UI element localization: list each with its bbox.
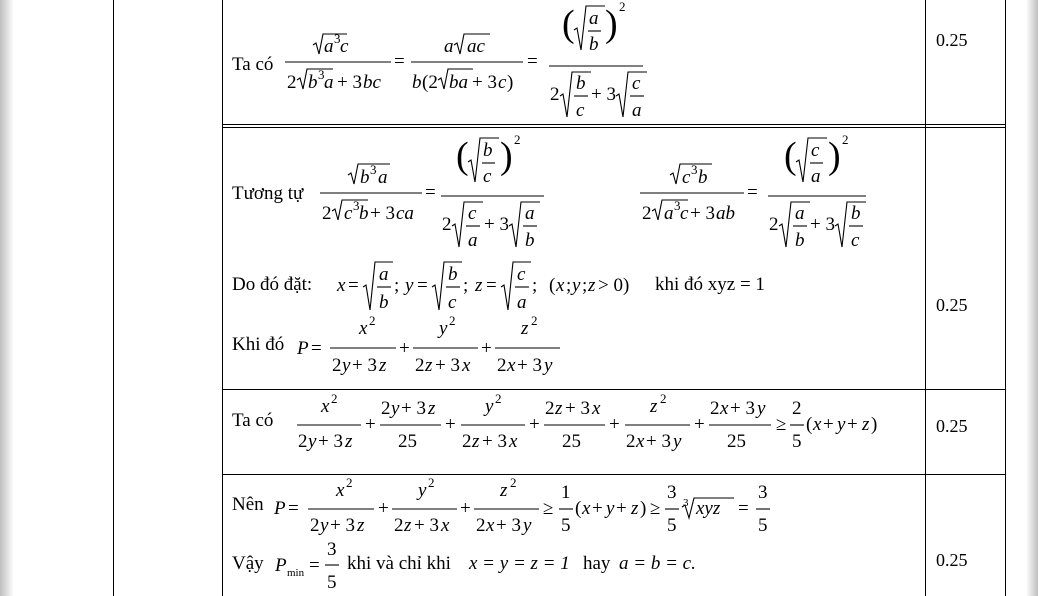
page-edge-left — [0, 0, 14, 596]
svg-text:z: z — [475, 275, 483, 296]
svg-text:;: ; — [566, 275, 572, 296]
svg-text:+ 3: + 3 — [690, 203, 715, 224]
svg-text:c: c — [468, 203, 477, 224]
svg-text:+ 3: + 3 — [482, 431, 507, 452]
svg-text:(: ( — [562, 3, 575, 45]
svg-text:=: = — [394, 51, 405, 72]
svg-text:y: y — [673, 431, 682, 452]
svg-text:+: + — [609, 414, 620, 435]
svg-text:2: 2 — [298, 431, 308, 452]
svg-text:c: c — [811, 140, 820, 161]
svg-text:b: b — [308, 72, 318, 93]
svg-text:+: + — [694, 414, 705, 435]
svg-text:+: + — [823, 414, 834, 435]
svg-text:): ) — [640, 498, 647, 519]
svg-text:> 0): > 0) — [598, 275, 630, 296]
svg-text:b: b — [589, 34, 599, 55]
svg-text:+ 3: + 3 — [352, 355, 377, 376]
svg-text:ba: ba — [449, 72, 468, 93]
svg-text:z: z — [357, 515, 365, 536]
row2-substitution-text: Do đó đặt: — [232, 274, 313, 295]
row3-inequality — [295, 392, 905, 452]
svg-text:a: a — [795, 203, 805, 224]
svg-text:+ 3: + 3 — [810, 214, 835, 235]
svg-text:c: c — [517, 264, 526, 285]
svg-text:c: c — [448, 292, 457, 313]
svg-text:+: + — [529, 414, 540, 435]
svg-text:y: y — [606, 498, 615, 519]
svg-text:2: 2 — [626, 431, 636, 452]
svg-text:): ) — [828, 135, 841, 177]
svg-text:=: = — [486, 275, 497, 296]
svg-text:5: 5 — [561, 515, 571, 536]
svg-text:ca: ca — [396, 203, 414, 224]
svg-text:2: 2 — [415, 355, 425, 376]
svg-text:c: c — [682, 167, 691, 188]
svg-text:y: y — [837, 414, 846, 435]
row2-lead-text: Tương tự — [232, 183, 304, 204]
svg-text:2: 2 — [769, 214, 779, 235]
table-border-col2 — [222, 0, 223, 596]
svg-text:P: P — [297, 338, 309, 359]
svg-text:P: P — [274, 498, 286, 519]
svg-text:2: 2 — [428, 475, 435, 490]
svg-text:=: = — [309, 555, 320, 576]
svg-text:3: 3 — [370, 162, 377, 177]
svg-text:z: z — [500, 480, 508, 501]
svg-text:c: c — [576, 100, 585, 121]
svg-text:2: 2 — [497, 355, 507, 376]
svg-text:x: x — [507, 355, 516, 376]
svg-text:b: b — [698, 167, 708, 188]
table-border-col1 — [113, 0, 114, 596]
svg-text:z: z — [631, 498, 639, 519]
svg-text:+ 3: + 3 — [646, 431, 671, 452]
svg-text:a: a — [525, 203, 535, 224]
svg-text:x: x — [336, 480, 345, 501]
svg-text:a: a — [811, 166, 821, 187]
score-cell: 0.25 — [936, 550, 968, 570]
svg-text:2: 2 — [442, 214, 452, 235]
svg-text:a: a — [468, 230, 478, 251]
svg-text:a: a — [324, 36, 334, 57]
svg-text:a: a — [378, 167, 388, 188]
svg-text:z: z — [404, 515, 412, 536]
svg-text:;: ; — [463, 275, 469, 296]
svg-text:2: 2 — [842, 132, 849, 147]
row2-formula-2 — [638, 128, 878, 256]
svg-text:c: c — [632, 73, 641, 94]
svg-text:+ 3: + 3 — [401, 398, 426, 419]
svg-text:(: ( — [806, 414, 813, 435]
svg-text:+: + — [847, 414, 858, 435]
svg-text:=: = — [311, 338, 322, 359]
table-border-col3 — [925, 0, 926, 596]
svg-text:(: ( — [549, 275, 556, 296]
svg-text:2: 2 — [310, 515, 320, 536]
svg-text:z: z — [428, 398, 436, 419]
row2-conclusion-text: Khi đó — [232, 334, 285, 355]
svg-text:+ 3: + 3 — [591, 84, 616, 105]
svg-text:y: y — [320, 515, 329, 536]
svg-text:2: 2 — [287, 72, 297, 93]
svg-text:25: 25 — [398, 431, 417, 452]
svg-text:y: y — [308, 431, 317, 452]
svg-text:5: 5 — [667, 515, 677, 536]
svg-text:x: x — [592, 398, 601, 419]
svg-text:5: 5 — [327, 572, 337, 593]
svg-text:z: z — [379, 355, 387, 376]
svg-text:2: 2 — [331, 391, 338, 406]
svg-text:c: c — [498, 72, 507, 93]
svg-text:3: 3 — [758, 482, 768, 503]
svg-text:): ) — [507, 72, 514, 93]
svg-text:+: + — [460, 498, 471, 519]
svg-text:x: x — [509, 431, 518, 452]
svg-text:2: 2 — [381, 398, 391, 419]
svg-text:+ 3: + 3 — [517, 355, 542, 376]
svg-text:a: a — [517, 292, 527, 313]
svg-text:x: x — [441, 515, 450, 536]
svg-text:;: ; — [394, 275, 400, 296]
svg-text:x: x — [321, 396, 330, 417]
svg-text:=: = — [288, 498, 299, 519]
svg-text:b: b — [412, 72, 422, 93]
row4-conclusion-text: Vậy — [232, 553, 264, 574]
svg-text:=: = — [417, 275, 428, 296]
svg-text:): ) — [871, 414, 878, 435]
page-edge-right — [1026, 0, 1038, 596]
svg-text:=: = — [738, 498, 749, 519]
svg-text:3: 3 — [353, 198, 360, 213]
svg-text:a: a — [632, 100, 642, 121]
svg-text:+ 3: + 3 — [330, 515, 355, 536]
svg-text:z: z — [521, 318, 529, 339]
svg-text:y: y — [485, 396, 494, 417]
svg-text:2: 2 — [462, 431, 472, 452]
svg-text:+ 3: + 3 — [435, 355, 460, 376]
svg-text:+: + — [399, 338, 410, 359]
svg-text:25: 25 — [562, 431, 581, 452]
row4-condition-abc: a = b = c. — [619, 553, 696, 574]
row4-condition-lead: khi và chỉ khi — [347, 553, 451, 574]
svg-text:2: 2 — [369, 313, 376, 328]
svg-text:2: 2 — [710, 398, 720, 419]
row2-substitution-tail: khi đó xyz = 1 — [655, 274, 765, 295]
svg-text:2: 2 — [476, 515, 486, 536]
svg-text:x: x — [813, 414, 822, 435]
svg-text:+ 3: + 3 — [472, 72, 497, 93]
row-divider — [222, 389, 1005, 390]
svg-text:c: c — [344, 203, 353, 224]
svg-text:+ 3: + 3 — [730, 398, 755, 419]
svg-text:y: y — [418, 480, 427, 501]
svg-text:y: y — [523, 515, 532, 536]
svg-text:+ 3: + 3 — [565, 398, 590, 419]
svg-text:3: 3 — [674, 198, 681, 213]
row-divider — [222, 474, 1005, 475]
svg-text:b: b — [379, 292, 389, 313]
svg-text:2: 2 — [510, 475, 517, 490]
svg-text:2: 2 — [660, 391, 667, 406]
svg-text:a: a — [664, 203, 674, 224]
svg-text:x: x — [486, 515, 495, 536]
svg-text:z: z — [862, 414, 870, 435]
svg-text:y: y — [757, 398, 766, 419]
svg-text:z: z — [425, 355, 433, 376]
svg-text:+: + — [378, 498, 389, 519]
svg-text:(: ( — [784, 135, 797, 177]
svg-text:b: b — [795, 230, 805, 251]
svg-text:x: x — [462, 355, 471, 376]
row4-condition-or: hay — [583, 553, 611, 574]
svg-text:+: + — [445, 414, 456, 435]
svg-text:a: a — [589, 8, 599, 29]
svg-text:≥: ≥ — [776, 414, 787, 435]
svg-text:2: 2 — [346, 475, 353, 490]
svg-text:2: 2 — [531, 313, 538, 328]
svg-text:2: 2 — [449, 313, 456, 328]
svg-text:+ 3: + 3 — [370, 203, 395, 224]
svg-text:z: z — [650, 396, 658, 417]
svg-text:+ 3: + 3 — [337, 72, 362, 93]
svg-text:a: a — [324, 72, 334, 93]
svg-text:;: ; — [582, 275, 588, 296]
svg-text:3: 3 — [318, 67, 325, 82]
svg-text:ab: ab — [716, 203, 735, 224]
row4-lead-text: Nên — [232, 494, 264, 515]
svg-text:2: 2 — [792, 398, 802, 419]
svg-text:2: 2 — [514, 132, 521, 147]
svg-text:2: 2 — [642, 203, 652, 224]
svg-text:2: 2 — [322, 203, 332, 224]
svg-text:b: b — [851, 203, 861, 224]
svg-text:x: x — [720, 398, 729, 419]
svg-text:+: + — [481, 338, 492, 359]
svg-text:c: c — [851, 230, 860, 251]
row-divider — [222, 124, 1005, 125]
svg-text:z: z — [472, 431, 480, 452]
svg-text:): ) — [605, 3, 618, 45]
svg-text:a: a — [379, 264, 389, 285]
score-cell: 0.25 — [936, 416, 968, 436]
svg-text:=: = — [425, 182, 436, 203]
svg-text:+: + — [365, 414, 376, 435]
svg-text:5: 5 — [792, 431, 802, 452]
svg-text:b: b — [483, 140, 493, 161]
row2-substitution-formula — [335, 256, 655, 316]
svg-text:+ 3: + 3 — [414, 515, 439, 536]
svg-text:b: b — [448, 264, 458, 285]
row3-lead-text: Ta có — [232, 410, 274, 431]
svg-text:xyz: xyz — [696, 498, 721, 519]
svg-text:P: P — [275, 555, 287, 576]
score-cell: 0.25 — [936, 30, 968, 50]
row1-formula — [283, 0, 643, 124]
svg-text:z: z — [588, 275, 596, 296]
svg-text:b: b — [576, 73, 586, 94]
row4-inequality — [272, 476, 792, 536]
svg-text:2: 2 — [495, 391, 502, 406]
svg-text:3: 3 — [334, 31, 341, 46]
row1-lead-text: Ta có — [232, 54, 274, 75]
svg-text:3: 3 — [327, 539, 337, 560]
svg-text:x: x — [337, 275, 346, 296]
svg-text:a: a — [444, 36, 454, 57]
svg-text:y: y — [342, 355, 351, 376]
svg-text:(: ( — [456, 135, 469, 177]
svg-text:x: x — [582, 498, 591, 519]
svg-text:1: 1 — [561, 482, 571, 503]
svg-text:3: 3 — [691, 162, 698, 177]
svg-text:25: 25 — [727, 431, 746, 452]
svg-text:x: x — [359, 318, 368, 339]
svg-text:b: b — [360, 167, 370, 188]
svg-text:y: y — [572, 275, 581, 296]
svg-text:+ 3: + 3 — [496, 515, 521, 536]
svg-text:(2: (2 — [422, 72, 438, 93]
svg-text:b: b — [525, 230, 535, 251]
svg-text:=: = — [348, 275, 359, 296]
svg-text:x: x — [556, 275, 565, 296]
svg-text:y: y — [405, 275, 414, 296]
svg-text:b: b — [359, 203, 369, 224]
svg-text:z: z — [345, 431, 353, 452]
svg-text:3: 3 — [667, 482, 677, 503]
score-cell: 0.25 — [936, 295, 968, 315]
svg-text:ac: ac — [467, 36, 485, 57]
svg-text:c: c — [483, 166, 492, 187]
svg-text:+ 3: + 3 — [484, 214, 509, 235]
svg-text:2: 2 — [550, 84, 560, 105]
svg-text:+: + — [592, 498, 603, 519]
svg-text:=: = — [527, 51, 538, 72]
svg-text:2: 2 — [394, 515, 404, 536]
svg-text:+: + — [616, 498, 627, 519]
svg-text:(: ( — [575, 498, 582, 519]
svg-text:5: 5 — [758, 515, 768, 536]
svg-text:≥: ≥ — [650, 498, 661, 519]
svg-text:+ 3: + 3 — [318, 431, 343, 452]
svg-text:y: y — [439, 318, 448, 339]
svg-text:bc: bc — [363, 72, 381, 93]
svg-text:;: ; — [532, 275, 538, 296]
svg-text:c: c — [680, 203, 689, 224]
svg-text:y: y — [391, 398, 400, 419]
svg-text:min: min — [287, 567, 305, 579]
svg-text:=: = — [747, 182, 758, 203]
svg-text:): ) — [500, 135, 513, 177]
svg-text:2: 2 — [619, 0, 626, 14]
svg-text:2: 2 — [332, 355, 342, 376]
svg-text:≥: ≥ — [543, 498, 554, 519]
svg-text:2: 2 — [545, 398, 555, 419]
svg-text:z: z — [555, 398, 563, 419]
row2-p-formula — [295, 314, 575, 374]
svg-text:x: x — [636, 431, 645, 452]
row4-condition-xyz: x = y = z = 1 — [469, 553, 570, 574]
svg-text:y: y — [544, 355, 553, 376]
svg-text:3: 3 — [683, 497, 689, 509]
row4-pmin-formula — [273, 538, 353, 596]
svg-text:c: c — [340, 36, 349, 57]
table-border-col4 — [1005, 0, 1006, 596]
